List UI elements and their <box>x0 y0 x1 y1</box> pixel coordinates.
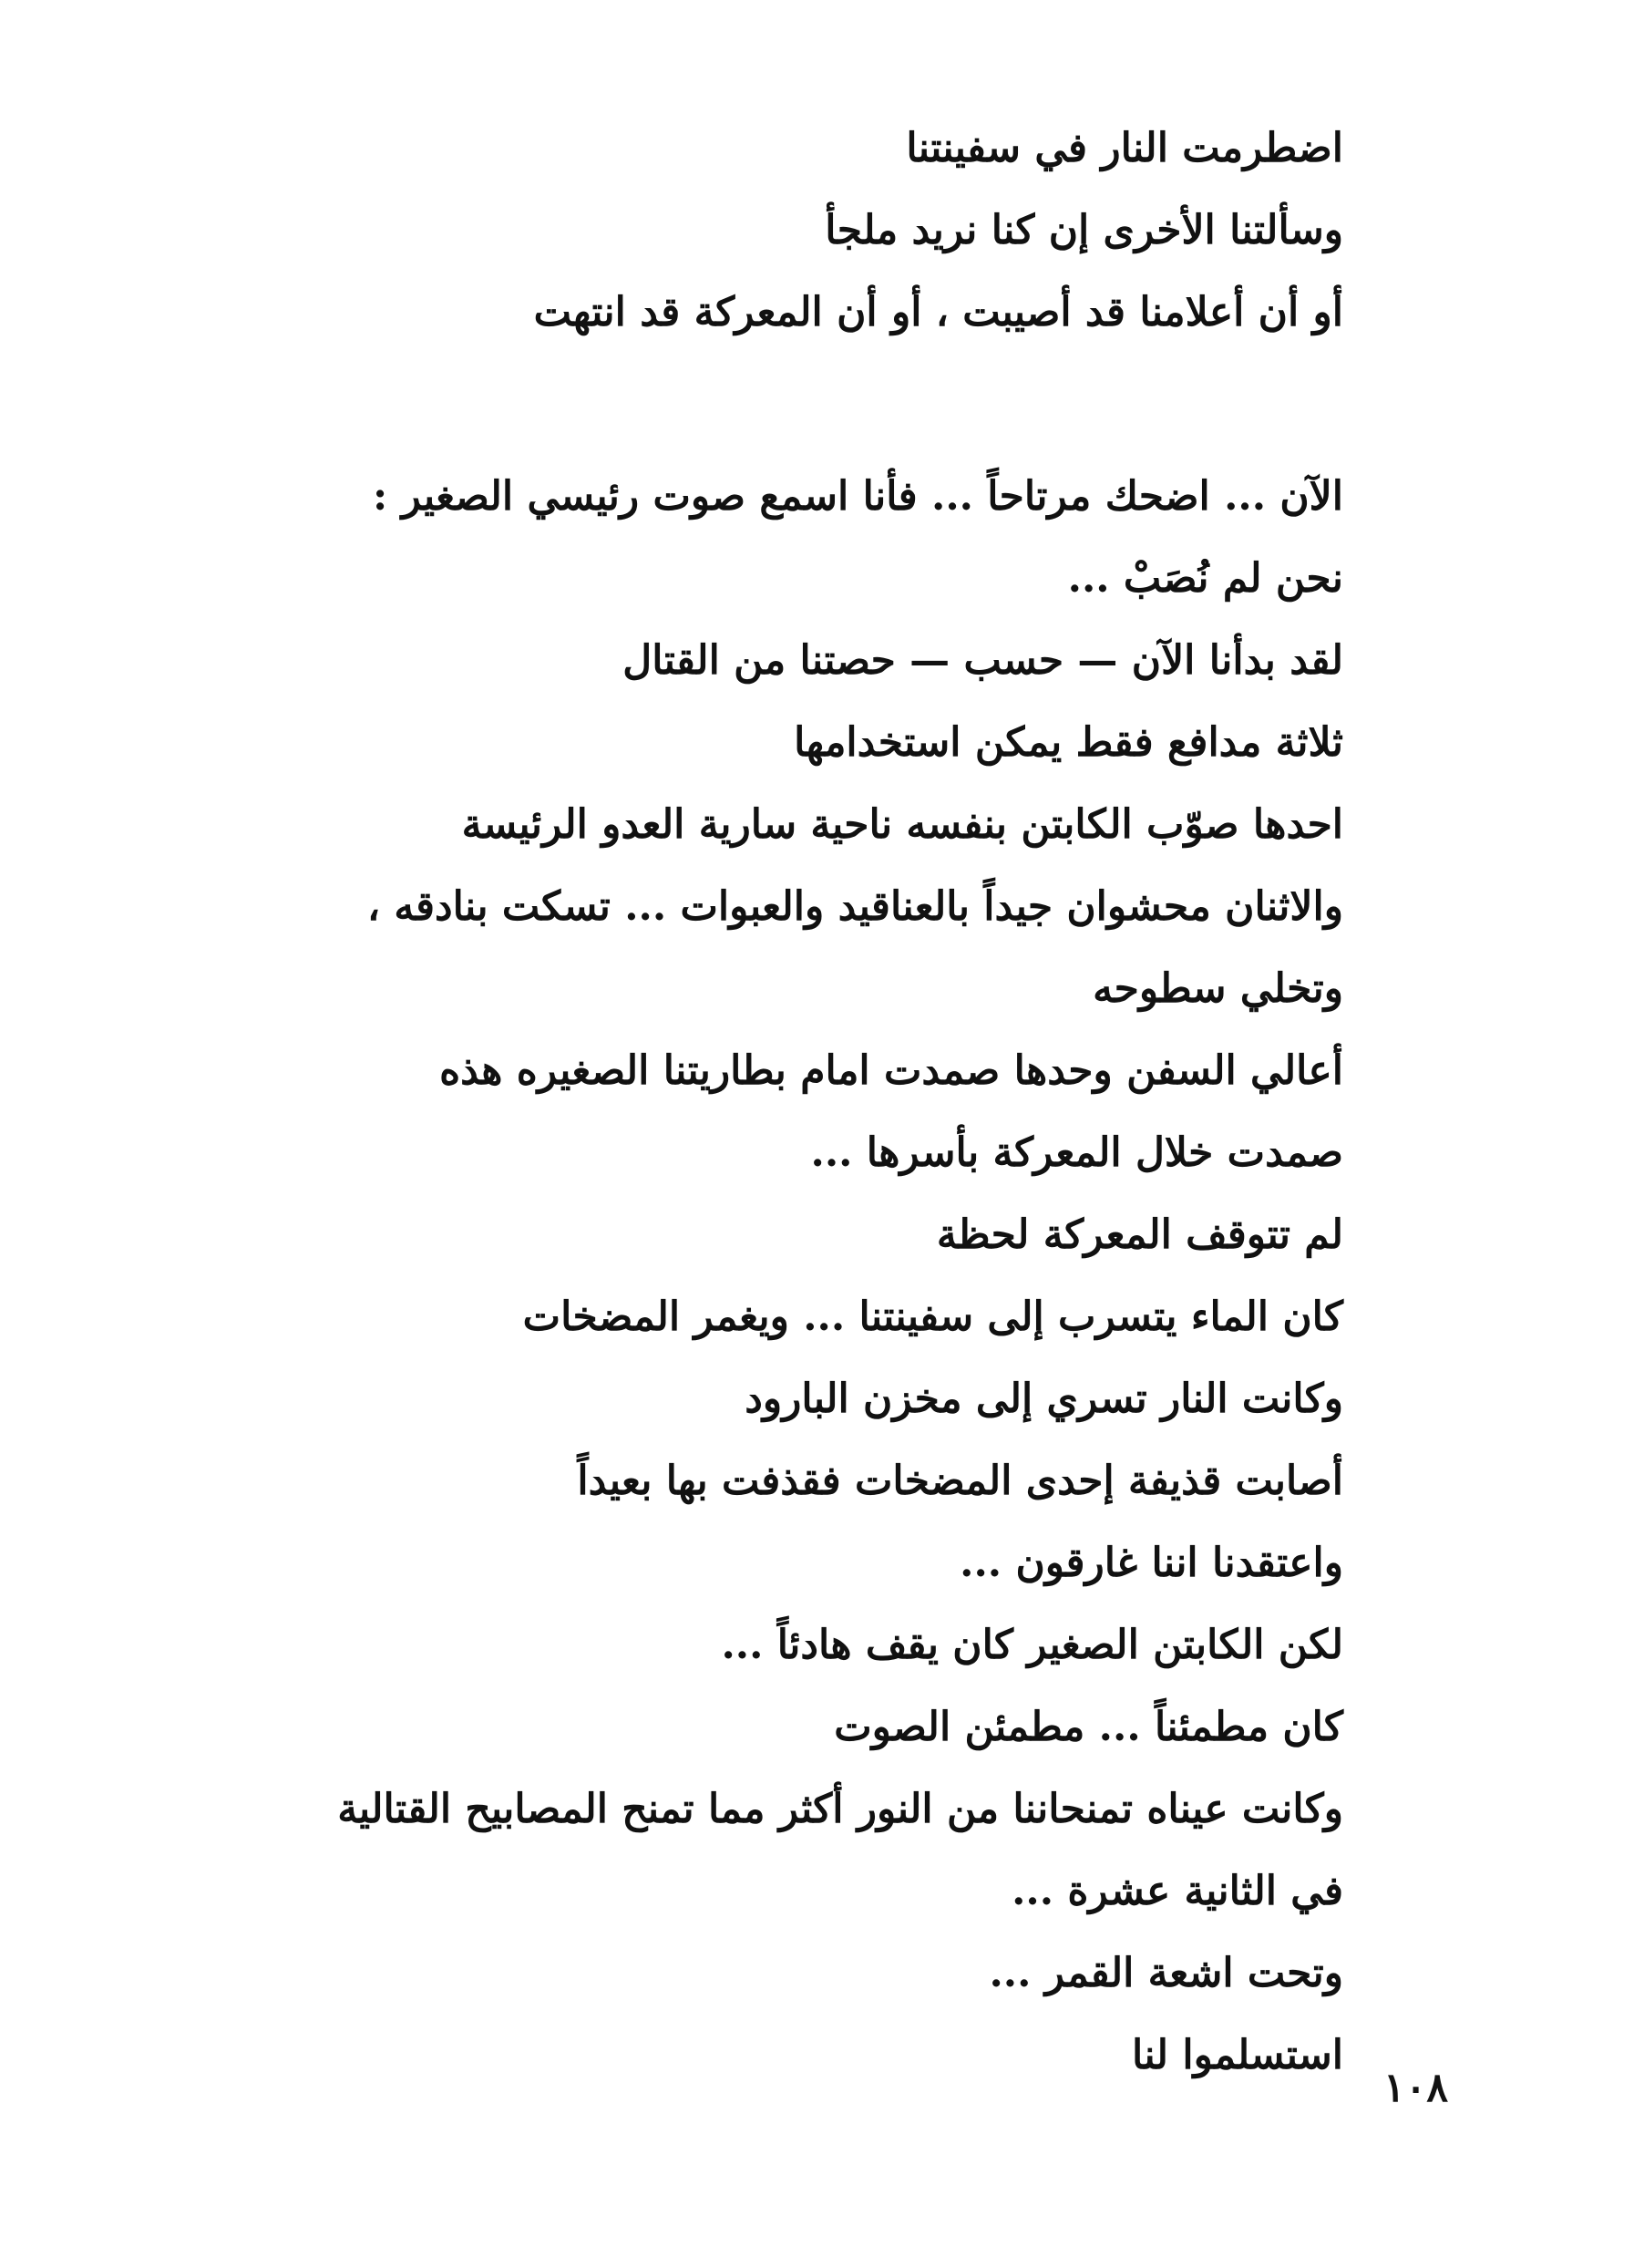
poem-line: أصابت قذيفة إحدى المضخات فقذفت بها بعيداً <box>577 1458 1343 1504</box>
poem-line: في الثانية عشرة ... <box>1012 1868 1343 1914</box>
poem-line: والاثنان محشوان جيداً بالعناقيد والعبوات ... تسكت بنادقه ، <box>366 883 1343 930</box>
poem-line: استسلموا لنا <box>1132 2032 1343 2078</box>
poem-line: وتحت اشعة القمر ... <box>989 1950 1343 1996</box>
poem-line: واعتقدنا اننا غارقون ... <box>960 1540 1343 1586</box>
stanza-2 <box>337 456 1343 2097</box>
poem-line: احدها صوّب الكابتن بنفسه ناحية سارية العدو الرئيسة <box>461 801 1343 848</box>
stanza-1 <box>534 108 1343 354</box>
poem-line: وسألتنا الأخرى إن كنا نريد ملجأ <box>825 207 1343 253</box>
poem-line: أو أن أعلامنا قد أصيبت ، أو أن المعركة قد انتهت <box>533 289 1343 335</box>
poem-line: لقد بدأنا الآن — حسب — حصتنا من القتال <box>622 637 1343 684</box>
poem-line: ثلاثة مدافع فقط يمكن استخدامها <box>794 719 1343 766</box>
poem-line: أعالي السفن وحدها صمدت امام بطاريتنا الصغيره هذه <box>439 1047 1343 1094</box>
poem-line: وتخلي سطوحه <box>1093 965 1343 1012</box>
poem-line: نحن لم نُصَبْ ... <box>1067 555 1343 602</box>
poem-line: كان الماء يتسرب إلى سفينتنا ... ويغمر المضخات <box>522 1294 1343 1340</box>
poem-line: كان مطمئناً ... مطمئن الصوت <box>834 1704 1343 1750</box>
poem-line: وكانت عيناه تمنحاننا من النور أكثر مما تمنح المصابيح القتالية <box>337 1786 1343 1832</box>
poem-line: صمدت خلال المعركة بأسرها ... <box>810 1129 1343 1176</box>
poem-line: لم تتوقف المعركة لحظة <box>936 1211 1343 1258</box>
poem-line: الآن ... اضحك مرتاحاً ... فأنا اسمع صوت رئيسي الصغير : <box>373 473 1343 520</box>
poem-line: وكانت النار تسري إلى مخزن البارود <box>745 1376 1343 1422</box>
poem-line: لكن الكابتن الصغير كان يقف هادئاً ... <box>721 1622 1343 1668</box>
poem-line: اضطرمت النار في سفينتنا <box>906 125 1343 171</box>
page-number: ١٠٨ <box>1383 2065 1448 2111</box>
